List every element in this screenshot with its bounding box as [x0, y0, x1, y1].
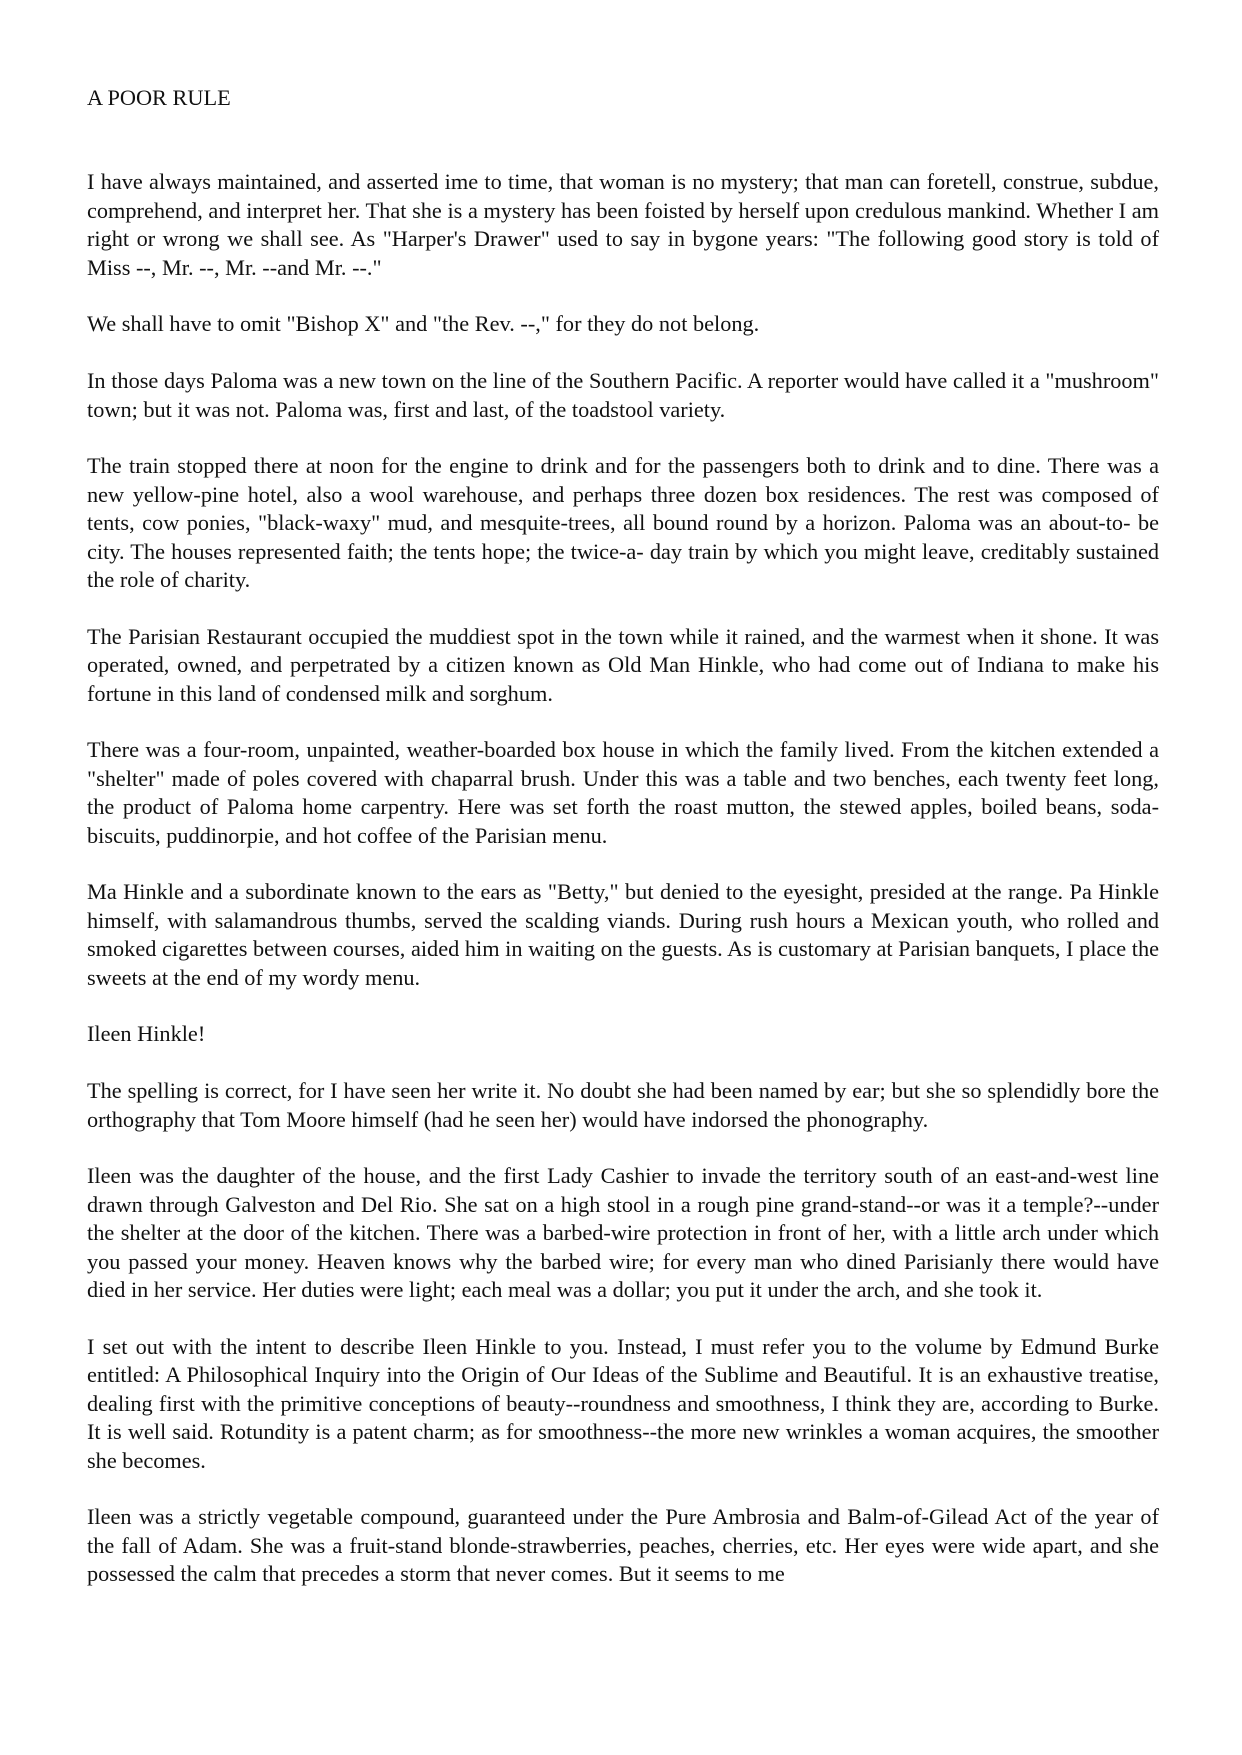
paragraph: Ma Hinkle and a subordinate known to the ears as "Betty," but denied to the eyesight, presided at the range. Pa Hinkle himself, with salamandrous thumbs, served the scalding viands. During rush hours a Mexican youth, who rolled and smoked cigarettes between courses, aided him in waiting on the guests. As is customary at Parisian banquets, I place the sweets at the end of my wordy menu.: [87, 879, 1159, 990]
paragraph: I have always maintained, and asserted ime to time, that woman is no mystery; that man can foretell, construe, subdue, comprehend, and interpret her. That she is a mystery has been foisted by herself upon credulous mankind. Whether I am right or wrong we shall see. As "Harper's Drawer" used to say in bygone years: "The following good story is told of Miss --, Mr. --, Mr. --and Mr. --.": [87, 169, 1159, 280]
paragraph: Ileen Hinkle!: [87, 1021, 206, 1047]
paragraph: I set out with the intent to describe Ileen Hinkle to you. Instead, I must refer you to the volume by Edmund Burke entitled: A Philosophical Inquiry into the Origin of Our Ideas of the Sublime and Beautiful. It is an exhaustive treatise, dealing first with the primitive conceptions of beauty--roundness and smoothness, I think they are, according to Burke. It is well said. Rotundity is a patent charm; as for smoothness--the more new wrinkles a woman acquires, the smoother she becomes.: [87, 1333, 1159, 1473]
paragraph: In those days Paloma was a new town on the line of the Southern Pacific. A reporter would have called it a "mushroom" town; but it was not. Paloma was, first and last, of the toadstool variety.: [87, 368, 1159, 422]
paragraph: We shall have to omit "Bishop X" and "the Rev. --," for they do not belong.: [87, 311, 760, 337]
story-title: A POOR RULE: [87, 85, 231, 110]
paragraph: There was a four-room, unpainted, weather-boarded box house in which the family lived. From the kitchen extended a "shelter" made of poles covered with chaparral brush. Under this was a table and two benches, each twenty feet long, the product of Paloma home carpentry. Here was set forth the roast mutton, the stewed apples, boiled beans, soda- biscuits, puddinorpie, and hot coffee of the Parisian menu.: [87, 737, 1159, 848]
paragraph: The spelling is correct, for I have seen her write it. No doubt she had been named by ear; but she so splendidly bore the orthography that Tom Moore himself (had he seen her) would have indorsed the phonography.: [87, 1078, 1159, 1132]
document-page: [87, 84, 1159, 1589]
paragraph: Ileen was a strictly vegetable compound, guaranteed under the Pure Ambrosia and Balm-of-Gilead Act of the year of the fall of Adam. She was a fruit-stand blonde-strawberries, peaches, cherries, etc. Her eyes were wide apart, and she possessed the calm that precedes a storm that never comes. But it seems to me: [87, 1504, 1159, 1587]
paragraph: The Parisian Restaurant occupied the muddiest spot in the town while it rained, and the warmest when it shone. It was operated, owned, and perpetrated by a citizen known as Old Man Hinkle, who had come out of Indiana to make his fortune in this land of condensed milk and sorghum.: [87, 623, 1159, 706]
paragraph: Ileen was the daughter of the house, and the first Lady Cashier to invade the territory south of an east-and-west line drawn through Galveston and Del Rio. She sat on a high stool in a rough pine grand-stand--or was it a temple?--under the shelter at the door of the kitchen. There was a barbed-wire protection in front of her, with a little arch under which you passed your money. Heaven knows why the barbed wire; for every man who dined Parisianly there would have died in her service. Her duties were light; each meal was a dollar; you put it under the arch, and she took it.: [87, 1163, 1159, 1303]
paragraph: The train stopped there at noon for the engine to drink and for the passengers both to drink and to dine. There was a new yellow-pine hotel, also a wool warehouse, and perhaps three dozen box residences. The rest was composed of tents, cow ponies, "black-waxy" mud, and mesquite-trees, all bound round by a horizon. Paloma was an about-to- be city. The houses represented faith; the tents hope; the twice-a- day train by which you might leave, creditably sustained the role of charity.: [87, 453, 1159, 593]
